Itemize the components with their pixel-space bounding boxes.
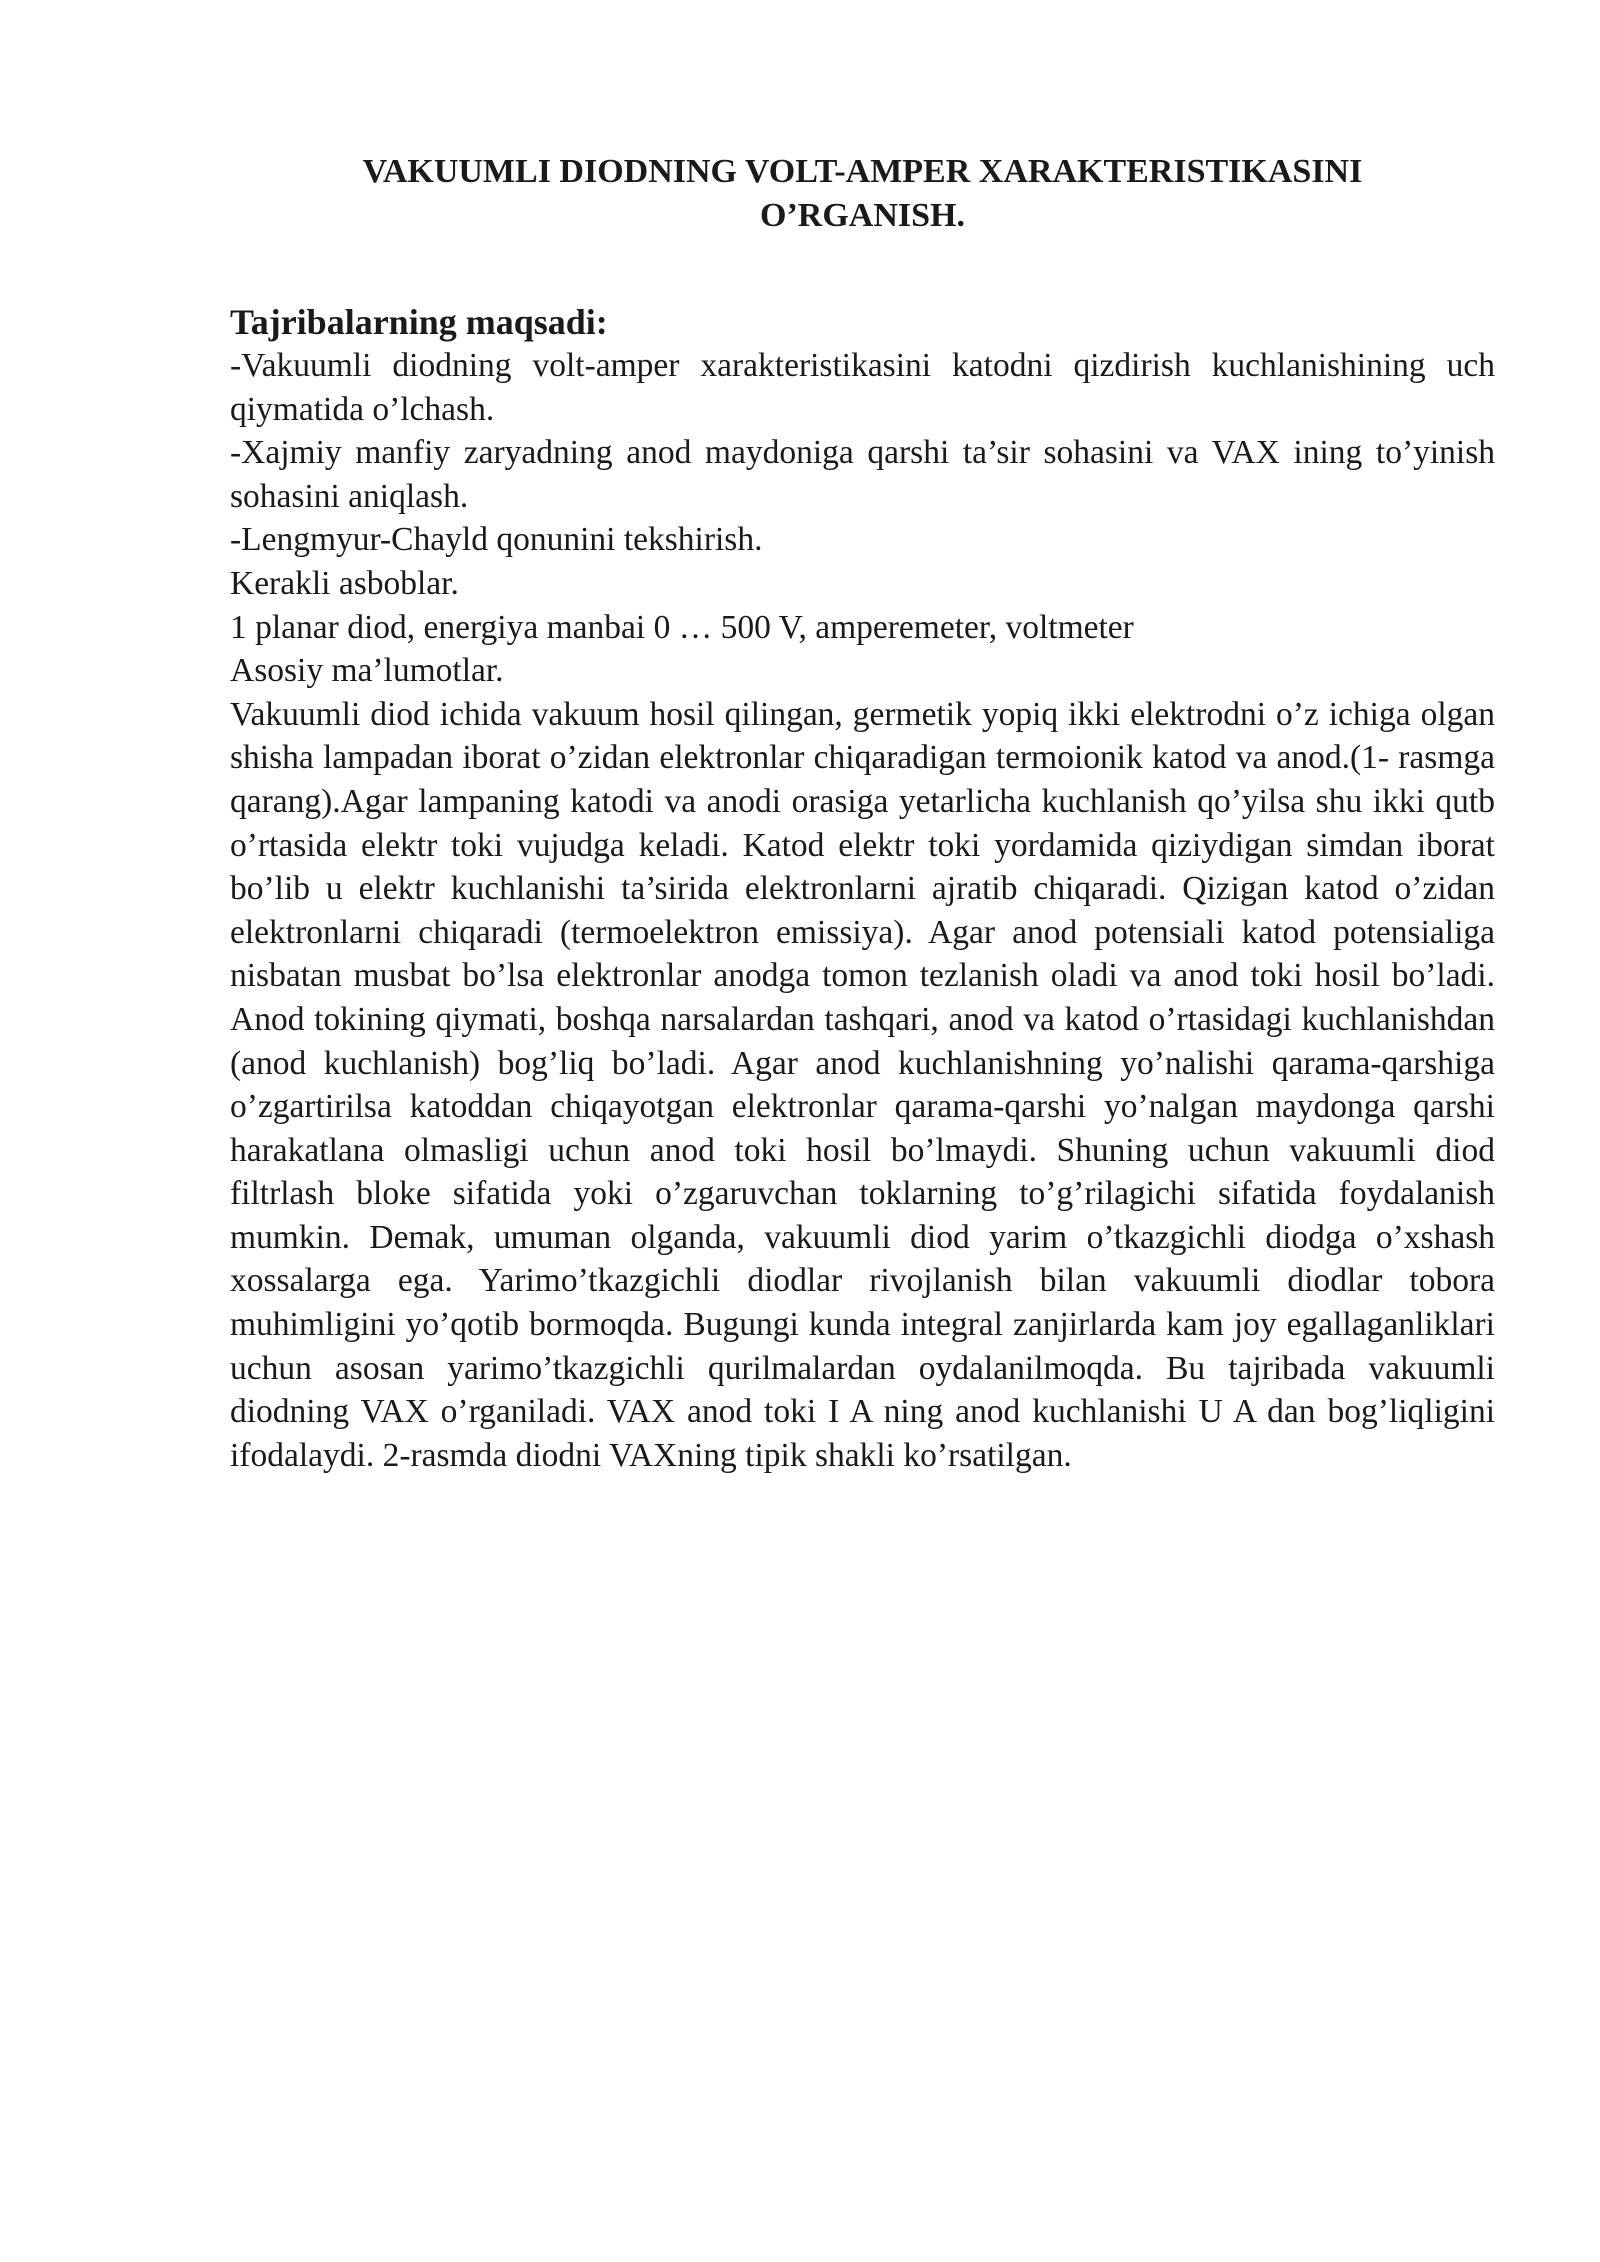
goals-heading: Tajribalarning maqsadi: (230, 302, 608, 342)
document-title (230, 150, 1495, 238)
basics-heading: Asosiy ma’lumotlar. (230, 652, 504, 690)
goal-item-2: -Xajmiy manfiy zaryadning anod maydoniga qarshi ta’sir sohasini va VAX ining to’yinish sohasini aniqlash. (230, 434, 1495, 515)
goal-item-1: -Vakuumli diodning volt-amper xarakteristikasini katodni qizdirish kuchlanishining uch qiymatida o’lchash. (230, 347, 1495, 428)
basics-paragraph: Vakuumli diod ichida vakuum hosil qilingan, germetik yopiq ikki elektrodni o’z ichiga olgan shisha lampadan iborat o’zidan elektronlar chiqaradigan termoionik katod va anod.(1- rasmga qarang).Agar lampaning katodi va anodi orasiga yetarlicha kuchlanish qo’yilsa shu ikki qutb o’rtasida elektr toki vujudga keladi. Katod elektr toki yordamida qiziydigan simdan iborat bo’lib u elektr kuchlanishi ta’sirida elektronlarni ajratib chiqaradi. Qizigan katod o’zidan elektronlarni chiqaradi (termoelektron emissiya). Agar anod potensiali katod potensialiga nisbatan musbat bo’lsa elektronlar anodga tomon tezlanish oladi va anod toki hosil bo’ladi. Anod tokining qiymati, boshqa narsalardan tashqari, anod va katod o’rtasidagi kuchlanishdan (anod kuchlanish) bog’liq bo’ladi. Agar anod kuchlanishning yo’nalishi qarama-qarshiga o’zgartirilsa katoddan chiqayotgan elektronlar qarama-qarshi yo’nalgan maydonga qarshi harakatlana olmasligi uchun anod toki hosil bo’lmaydi. Shuning uchun vakuumli diod filtrlash bloke sifatida yoki o’zgaruvchan toklarning to’g’rilagichi sifatida foydalanish mumkin. Demak, umuman olganda, vakuumli diod yarim o’tkazgichli diodga o’xshash xossalarga ega. Yarimo’tkazgichli diodlar rivojlanish bilan vakuumli diodlar tobora muhimligini yo’qotib bormoqda. Bugungi kunda integral zanjirlarda kam joy egallaganliklari uchun asosan yarimo’tkazgichli qurilmalardan oydalanilmoqda. Bu tajribada vakuumli diodning VAX o’rganiladi. VAX anod toki I A ning anod kuchlanishi U A dan bog’liqligini ifodalaydi. 2-rasmda diodni VAXning tipik shakli ko’rsatilgan. (230, 695, 1495, 1474)
title-line-2: O’RGANISH. (760, 197, 965, 234)
goal-item-3: -Lengmyur-Chayld qonunini tekshirish. (230, 521, 763, 559)
title-line-1: VAKUUMLI DIODNING VOLT-AMPER XARAKTERISTIKASINI (362, 153, 1363, 190)
document-page (230, 150, 1495, 1477)
equipment-text: 1 planar diod, energiya manbai 0 … 500 V, amperemeter, voltmeter (230, 608, 1134, 646)
equipment-heading: Kerakli asboblar. (230, 564, 459, 602)
